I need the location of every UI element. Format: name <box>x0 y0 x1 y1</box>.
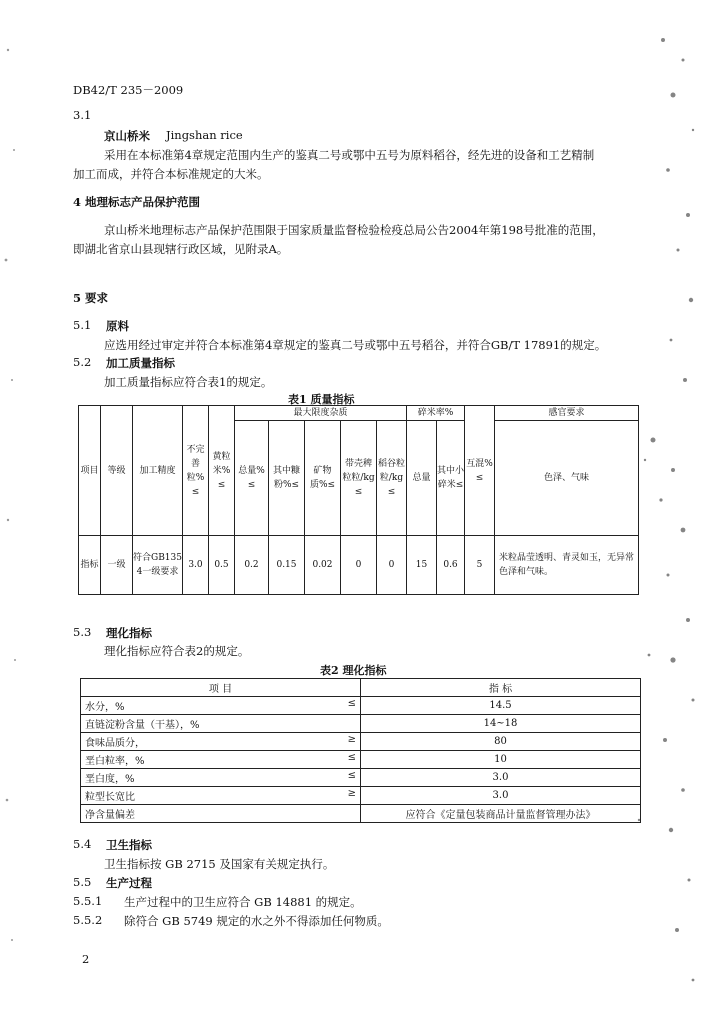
t2-row-4-name: 垩白粒率，% <box>85 756 145 767</box>
term-en: Jingshan rice <box>166 128 243 142</box>
t2-col-item: 项 目 <box>81 679 361 697</box>
t1-cell-small-broken: 0.6 <box>437 536 465 595</box>
t2-row-5-value: 3.0 <box>361 769 641 787</box>
t1-col-small-broken: 其中小碎米≤ <box>437 421 465 536</box>
t1-cell-precision: 符合GB1354一级要求 <box>133 536 183 595</box>
section-5-4-text: 卫生指标按 GB 2715 及国家有关规定执行。 <box>104 857 335 871</box>
t1-col-husked: 带壳稗粒粒/kg≤ <box>341 421 377 536</box>
table-row <box>81 787 641 805</box>
table-2-caption: 表2 理化指标 <box>320 664 387 677</box>
t1-col-color: 色泽、气味 <box>495 421 639 536</box>
t1-cell-mineral: 0.02 <box>305 536 341 595</box>
section-5-5-title: 生产过程 <box>106 876 152 890</box>
t1-cell-bran: 0.15 <box>269 536 305 595</box>
section-5-4-title: 卫生指标 <box>106 838 152 852</box>
t1-col-precision: 加工精度 <box>133 406 183 536</box>
t1-cell-yellow: 0.5 <box>209 536 235 595</box>
section-4-line-2: 即湖北省京山县现辖行政区域，见附录A。 <box>73 242 289 256</box>
t1-cell-item: 指标 <box>79 536 101 595</box>
section-5-5-2-number: 5.5.2 <box>73 913 103 927</box>
table-1-quality-index <box>78 405 639 595</box>
section-5-2-text: 加工质量指标应符合表1的规定。 <box>104 375 273 389</box>
t1-cell-grade: 一级 <box>101 536 133 595</box>
t2-row-7-value: 应符合《定量包装商品计量监督管理办法》 <box>361 805 641 823</box>
section-5-2-title: 加工质量指标 <box>106 356 175 370</box>
table-row <box>81 697 641 715</box>
page-number: 2 <box>82 952 90 966</box>
t2-row-1-op: ≤ <box>347 698 356 709</box>
term-definition-line-1: 采用在本标准第4章规定范围内生产的鉴真二号或鄂中五号为原料稻谷，经先进的设备和工艺精制 <box>104 148 595 162</box>
t1-cell-total: 0.2 <box>235 536 269 595</box>
t1-cell-color: 米粒晶莹透明、青灵如玉，无异常色泽和气味。 <box>495 536 639 595</box>
table-row <box>79 536 639 595</box>
section-3-1-number: 3.1 <box>73 108 92 122</box>
t1-col-mixed: 互混%≤ <box>465 406 495 536</box>
t1-col-item: 项目 <box>79 406 101 536</box>
t1-cell-husked: 0 <box>341 536 377 595</box>
section-5-3-number: 5.3 <box>73 625 92 639</box>
t1-col-bran: 其中糠粉%≤ <box>269 421 305 536</box>
section-4-heading: 4 地理标志产品保护范围 <box>73 195 201 209</box>
standard-number: DB42/T 235－2009 <box>73 83 184 97</box>
section-4-line-1: 京山桥米地理标志产品保护范围限于国家质量监督检验检疫总局公告2004年第198号批准的范围， <box>104 223 604 237</box>
t1-cell-imperfect: 3.0 <box>183 536 209 595</box>
section-5-1-text: 应选用经过审定并符合本标准第4章规定的鉴真二号或鄂中五号稻谷，并符合GB/T 17891的规定。 <box>104 338 607 352</box>
t2-row-4-op: ≤ <box>347 752 356 763</box>
section-5-5-1-text: 生产过程中的卫生应符合 GB 14881 的规定。 <box>124 895 362 909</box>
t1-group-broken: 碎米率% <box>407 406 465 421</box>
t2-row-2-name: 直链淀粉含量（干基），% <box>85 720 200 731</box>
t2-row-6-op: ≥ <box>347 788 356 799</box>
table-1-caption: 表1 质量指标 <box>288 393 355 406</box>
t2-row-1-name: 水分，% <box>85 702 125 713</box>
section-5-1-title: 原料 <box>106 319 129 333</box>
term-zh: 京山桥米 <box>104 129 150 143</box>
t1-col-total: 总量%≤ <box>235 421 269 536</box>
t2-row-4-value: 10 <box>361 751 641 769</box>
section-5-1-number: 5.1 <box>73 318 92 332</box>
t2-col-index: 指 标 <box>361 679 641 697</box>
t1-col-broken-total: 总量 <box>407 421 437 536</box>
section-5-3-title: 理化指标 <box>106 626 152 640</box>
table-row <box>81 733 641 751</box>
section-5-5-2-text: 除符合 GB 5749 规定的水之外不得添加任何物质。 <box>124 914 389 928</box>
scan-noise-left <box>0 0 30 1024</box>
t2-row-1-value: 14.5 <box>361 697 641 715</box>
table-row <box>81 769 641 787</box>
t1-cell-paddy: 0 <box>377 536 407 595</box>
section-5-3-text: 理化指标应符合表2的规定。 <box>104 644 250 658</box>
table-row <box>81 751 641 769</box>
section-5-5-1-number: 5.5.1 <box>73 894 103 908</box>
t2-row-3-value: 80 <box>361 733 641 751</box>
section-5-4-number: 5.4 <box>73 837 92 851</box>
t1-col-paddy: 稻谷粒粒/kg≤ <box>377 421 407 536</box>
t1-cell-broken-total: 15 <box>407 536 437 595</box>
t2-row-5-name: 垩白度，% <box>85 774 135 785</box>
t1-col-grade: 等级 <box>101 406 133 536</box>
section-5-heading: 5 要求 <box>73 291 109 305</box>
t1-group-sensory: 感官要求 <box>495 406 639 421</box>
t1-col-mineral: 矿物质%≤ <box>305 421 341 536</box>
t2-row-6-value: 3.0 <box>361 787 641 805</box>
t1-cell-mixed: 5 <box>465 536 495 595</box>
t2-row-5-op: ≤ <box>347 770 356 781</box>
t2-row-6-name: 粒型长宽比 <box>85 792 135 803</box>
t1-col-yellow: 黄粒米%≤ <box>209 406 235 536</box>
t2-row-7-name: 净含量偏差 <box>85 810 135 821</box>
t2-row-2-value: 14~18 <box>361 715 641 733</box>
t2-row-3-name: 食味品质分， <box>85 738 145 749</box>
term-definition-line-2: 加工而成，并符合本标准规定的大米。 <box>73 167 269 181</box>
table-row <box>81 715 641 733</box>
table-2-physicochemical <box>80 678 641 823</box>
table-row <box>81 805 641 823</box>
t1-col-imperfect: 不完善粒%≤ <box>183 406 209 536</box>
t1-group-impurity: 最大限度杂质 <box>235 406 407 421</box>
section-5-5-number: 5.5 <box>73 875 92 889</box>
t2-row-3-op: ≥ <box>347 734 356 745</box>
section-5-2-number: 5.2 <box>73 355 92 369</box>
